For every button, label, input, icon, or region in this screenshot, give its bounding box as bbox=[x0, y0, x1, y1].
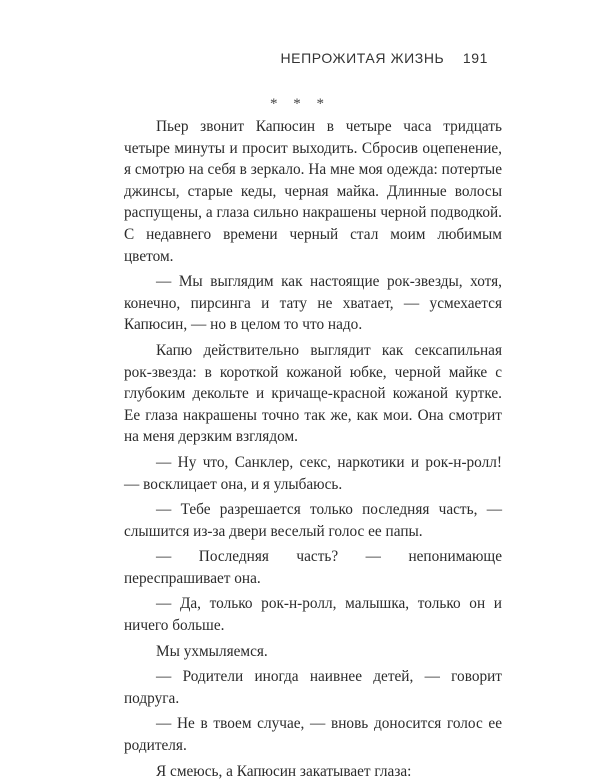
paragraph: Я смеюсь, а Капюсин закатывает глаза: bbox=[156, 762, 412, 780]
paragraph: — Не в твоем случае, — вновь доносится голос ее родителя. bbox=[124, 715, 502, 755]
section-divider: * * * bbox=[270, 96, 330, 112]
paragraph: Капю действительно выглядит как сексапильная рок-звезда: в короткой кожаной юбке, черной майке с глубоким декольте и кричаще-красной кожаной куртке. Ее глаза накрашены точно так же, как мои. Она смотрит на меня дерзким взглядом. bbox=[124, 341, 502, 446]
running-title: НЕПРОЖИТАЯ ЖИЗНЬ bbox=[280, 50, 445, 66]
body-text bbox=[124, 116, 502, 782]
paragraph: — Родители иногда наивнее детей, — говорит подруга. bbox=[124, 668, 502, 707]
page-number: 191 bbox=[462, 50, 488, 66]
paragraph: — Да, только рок-н-ролл, малышка, только он и ничего больше. bbox=[124, 595, 502, 635]
paragraph: Пьер звонит Капюсин в четыре часа тридцать четыре минуты и просит выходить. Сбросив оцепенение, я смотрю на себя в зеркало. На мне моя одежда: потертые джинсы, старые кеды, черная майка. Длинные волосы распущены, а глаза сильно накрашены черной подводкой. С недавнего времени черный стал моим любимым цветом. bbox=[124, 118, 502, 265]
paragraph: — Мы выглядим как настоящие рок-звезды, хотя, конечно, пирсинга и тату не хватает, — усмехается Капюсин, — но в целом то что надо. bbox=[124, 273, 502, 334]
running-header bbox=[280, 50, 488, 66]
paragraph: — Тебе разрешается только последняя часть, — слышится из-за двери веселый голос ее папы. bbox=[124, 501, 502, 540]
paragraph: Мы ухмыляемся. bbox=[156, 642, 268, 660]
paragraph: — Ну что, Санклер, секс, наркотики и рок-н-ролл! — восклицает она, и я улыбаюсь. bbox=[124, 453, 502, 493]
paragraph: — Последняя часть? — непонимающе переспрашивает она. bbox=[124, 548, 502, 587]
